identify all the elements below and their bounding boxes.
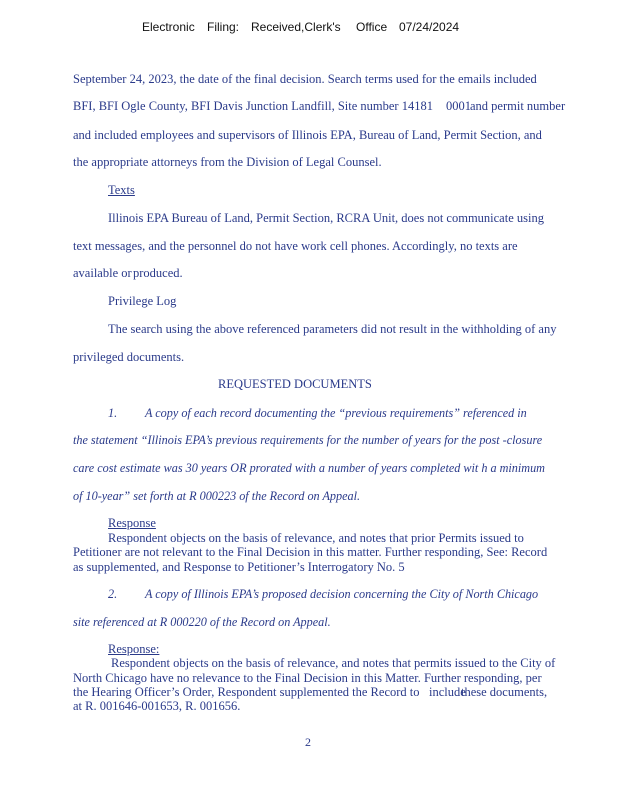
response-line: the Hearing Officer’s Order, Respondent supplemented the Record to: [73, 685, 420, 699]
paragraph-line: September 24, 2023, the date of the final decision. Search terms used for the emails included: [73, 72, 537, 86]
request-line: of 10-year” set forth at R 000223 of the Record on Appeal.: [73, 489, 361, 503]
request-line: site referenced at R 000220 of the Record on Appeal.: [73, 615, 331, 629]
response-heading: Response:: [108, 642, 160, 656]
paragraph-line: and included employees and supervisors of Illinois EPA, Bureau of Land, Permit Section, and: [73, 128, 542, 142]
header-date: 07/24/2024: [399, 20, 460, 34]
texts-heading: Texts: [108, 183, 135, 197]
response-heading: Response: [108, 516, 156, 530]
response-line: Respondent objects on the basis of relevance, and notes that permits issued to the City of: [111, 656, 556, 670]
paragraph-fragment: 0001: [446, 99, 471, 113]
request-line: A copy of Illinois EPA’s proposed decision concerning the City of North Chicago: [145, 587, 539, 601]
privilege-heading: Privilege Log: [108, 294, 177, 308]
paragraph-line: available or: [73, 266, 132, 280]
header-electronic: Electronic: [142, 20, 195, 34]
paragraph-line: the appropriate attorneys from the Division of Legal Counsel.: [73, 155, 382, 169]
response-line: as supplemented, and Response to Petitioner’s Interrogatory No. 5: [73, 560, 405, 574]
paragraph-line: text messages, and the personnel do not have work cell phones. Accordingly, no texts are: [73, 239, 518, 253]
response-line: Petitioner are not relevant to the Final Decision in this matter. Further responding, See: Record: [73, 545, 548, 559]
response-line: North Chicago have no relevance to the Final Decision in this Matter. Further responding, per: [73, 671, 542, 685]
response-line: Respondent objects on the basis of relevance, and notes that prior Permits issued to: [108, 531, 524, 545]
request-line: A copy of each record documenting the “previous requirements” referenced in: [145, 406, 527, 420]
header-filing: Filing:: [207, 20, 240, 34]
page-number: 2: [305, 735, 311, 749]
request-number: 1.: [108, 406, 118, 420]
requested-documents-heading: REQUESTED DOCUMENTS: [218, 377, 372, 391]
request-line: care cost estimate was 30 years OR prorated with a number of years completed wit h a minimum: [73, 461, 545, 475]
paragraph-line: privileged documents.: [73, 350, 185, 364]
response-fragment: include: [429, 685, 466, 699]
header-office: Office: [356, 20, 388, 34]
paragraph-line: Illinois EPA Bureau of Land, Permit Section, RCRA Unit, does not communicate using: [108, 211, 544, 225]
response-fragment: these documents,: [461, 685, 548, 699]
paragraph-fragment: and permit number: [470, 99, 566, 113]
paragraph-line: BFI, BFI Ogle County, BFI Davis Junction Landfill, Site number 14181: [73, 99, 433, 113]
request-number: 2.: [108, 587, 118, 601]
paragraph-fragment: produced.: [133, 266, 183, 280]
header-received: Received,Clerk's: [251, 20, 341, 34]
response-line: at R. 001646-001653, R. 001656.: [73, 699, 241, 713]
paragraph-line: The search using the above referenced parameters did not result in the withholding of any: [108, 322, 557, 336]
request-line: the statement “Illinois EPA’s previous requirements for the number of years for the post -closure: [73, 433, 543, 447]
